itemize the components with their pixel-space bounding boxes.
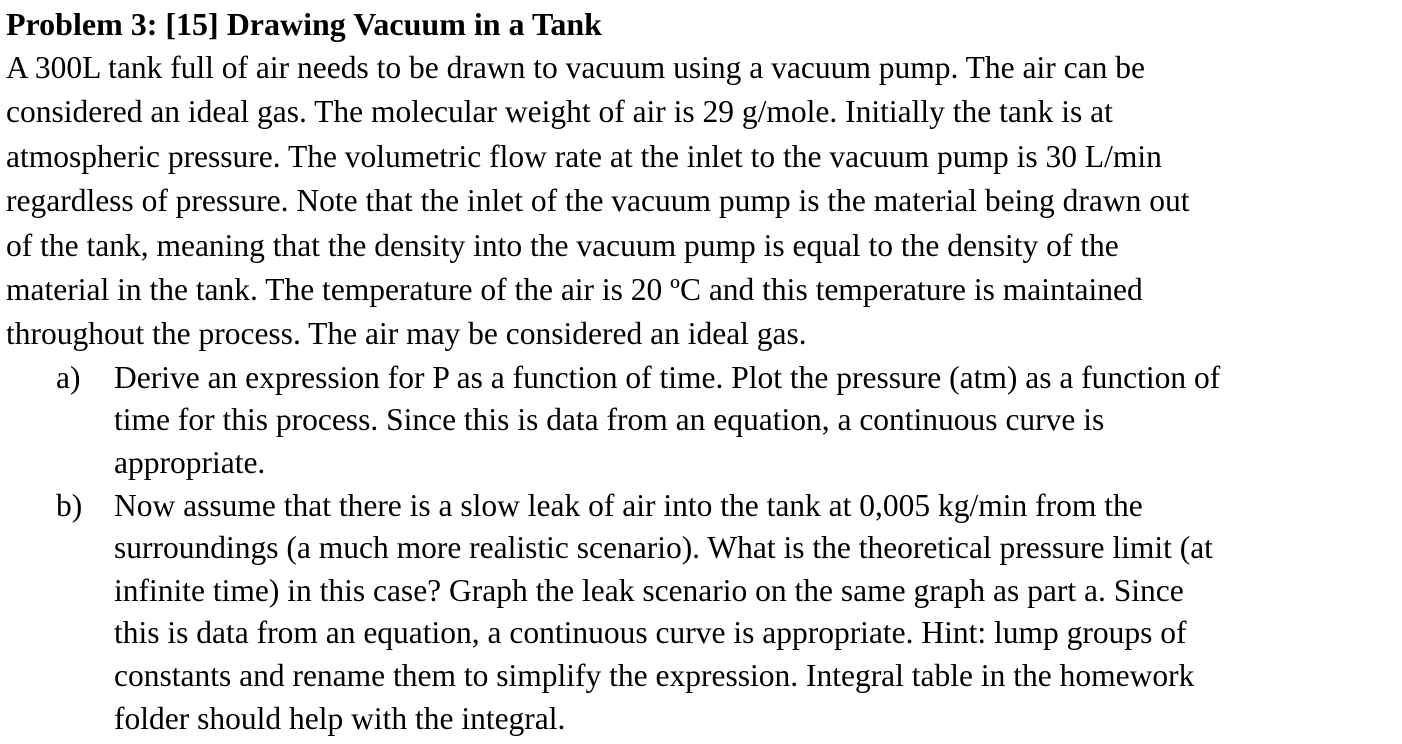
part-b-line: constants and rename them to simplify the expression. Integral table in the homework (114, 658, 1195, 693)
problem-intro (6, 46, 1402, 357)
intro-line: regardless of pressure. Note that the inlet of the vacuum pump is the material being drawn out (6, 183, 1190, 219)
part-b-line: Now assume that there is a slow leak of air into the tank at 0,005 kg/min from the (114, 487, 1143, 523)
intro-line: considered an ideal gas. The molecular weight of air is 29 g/mole. Initially the tank is at (6, 94, 1113, 130)
part-a-line: appropriate. (114, 445, 266, 481)
part-b-line: infinite time) in this case? Graph the leak scenario on the same graph as part a. Since (114, 572, 1184, 608)
problem-title: Problem 3: [15] Drawing Vacuum in a Tank (6, 6, 602, 42)
part-a-marker: a) (56, 359, 81, 395)
part-b (6, 485, 1402, 741)
intro-line: of the tank, meaning that the density into the vacuum pump is equal to the density of the (6, 227, 1119, 263)
part-a (6, 357, 1402, 485)
problem-parts-list (6, 357, 1402, 740)
part-a-line: time for this process. Since this is data from an equation, a continuous curve is (114, 402, 1105, 438)
part-a-line: Derive an expression for P as a function of time. Plot the pressure (atm) as a function of (114, 359, 1221, 395)
intro-line: throughout the process. The air may be considered an ideal gas. (6, 316, 807, 352)
part-b-line: folder should help with the integral. (114, 700, 566, 736)
intro-line: material in the tank. The temperature of the air is 20 ºC and this temperature is maintained (6, 272, 1143, 308)
intro-line: A 300L tank full of air needs to be drawn to vacuum using a vacuum pump. The air can be (6, 50, 1145, 85)
part-b-line: this is data from an equation, a continuous curve is appropriate. Hint: lump groups of (114, 615, 1187, 651)
part-b-line: surroundings (a much more realistic scenario). What is the theoretical pressure limit (at (114, 530, 1213, 566)
part-b-marker: b) (56, 487, 83, 523)
intro-line: atmospheric pressure. The volumetric flow rate at the inlet to the vacuum pump is 30 L/min (6, 138, 1162, 174)
